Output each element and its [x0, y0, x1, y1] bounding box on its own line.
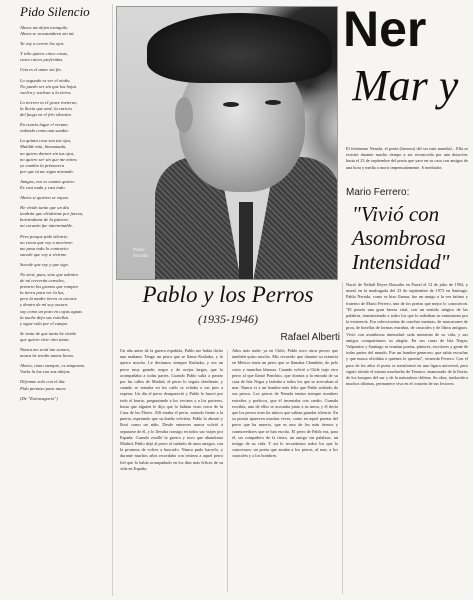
poem-line: tendrán que olvidarme por fuerza, [20, 211, 84, 217]
poem-line: me pasa todo lo contrario: [20, 245, 70, 251]
article-years: (1935-1946) [198, 312, 258, 326]
poem-line: y sigue sola por el campo. [20, 320, 69, 326]
poem-line: Yo voy a cerrar los ojos. [20, 41, 65, 47]
header-title-1: Ner [343, 2, 427, 56]
poem-line: la tierra para ver la luz, [20, 290, 65, 296]
poem-line: He vivido tanto que un día [20, 205, 69, 211]
poem-line: que quiero vivir otro tanto. [20, 336, 70, 342]
header-title-2: Mar y [352, 62, 459, 110]
poem-line: yo cambio la primavera [20, 162, 65, 168]
poem-line: No puedo ser sin que las hojas [20, 83, 77, 89]
photo-eye-right [265, 100, 281, 105]
interview-column-rule [342, 282, 343, 594]
poem-line: la noche deja sus estrellas [20, 314, 69, 320]
poem-line: Pero porque pido silencio [20, 233, 68, 239]
poem-line: Vuela la luz con sus abejas. [20, 369, 71, 375]
photo-hat [147, 13, 332, 83]
poem-line: Pido permiso para nacer. [20, 385, 67, 391]
poem-line: Y sólo quiero cinco cosas, [20, 51, 68, 57]
poem-line: Amigos, eso es cuanto quiero. [20, 178, 75, 184]
poem-line: No será, pues, sino que adentro [20, 272, 79, 277]
poem-line: Ahora, como siempre, es temprano. [20, 363, 86, 369]
interview-quote: "Vivió con Asombrosa Intensidad" [352, 202, 450, 274]
poem-line: (De "Estravagario") [20, 395, 58, 401]
poem-line: Lo tercero es el grave invierno, [20, 99, 78, 105]
poem-line: Nunca me sentí tan sonoro, [20, 347, 71, 353]
article-column-rule [227, 350, 228, 592]
poem-line: Ahora me dejen tranquilo. [20, 25, 69, 30]
interview-kicker: Mario Ferrero: [346, 187, 410, 198]
poem-line: vuelen y vuelvan a la tierra. [20, 89, 72, 95]
photo-ear [175, 97, 193, 133]
poem-line: Déjenme solo con el día. [20, 379, 66, 385]
poem-line: sucede que voy a vivirme. [20, 251, 68, 257]
poem-column [20, 4, 120, 596]
poem-line: borrándome de la pizarra: [20, 217, 70, 223]
poem-line: Ahora se acostumbren sin mí. [20, 31, 75, 37]
photo-tie [239, 202, 253, 280]
poem-body [20, 25, 120, 587]
poem-line: Sucede que soy y que sigo. [20, 261, 69, 267]
poem-line: no quiero ser sin que me mires: [20, 156, 78, 162]
poem-title: Pido Silencio [20, 4, 90, 19]
column-divider [112, 4, 113, 596]
poem-line: no quiero dormir sin tus ojos, [20, 150, 75, 156]
poem-line: En cuarto lugar el verano [20, 122, 68, 128]
neruda-photo [116, 6, 338, 280]
poem-line: Matilde mía, bienamada, [20, 144, 67, 150]
poem-line: del fuego en el frío silvestre. [20, 112, 73, 118]
interview-text: Nació de Neftalí Reyes Basoalto en Parral el 12 de julio de 1904, y murió en la madrugada del 23 de septiembre de 1973 en Santiago. Pablo Neruda, como se hizo llamar, fue un amigo a la vez íntimo y fraterno de Mario Ferrero, uno de los poetas que mejor lo conocieron. "El poseía una gran fuerza vital, con un sentido mágico de las palabras, transmitiendo a todos los que lo rodeaban su entusiasmo por la existencia. Era coleccionista de conchas marinas, de mascarones de proa, de botellas de formas extrañas, de caracoles y de libros antiguos. Vivió con asombrosa intensidad cada momento de su vida, y sus amigos compartíamos su alegría. En sus casas de Isla Negra, Valparaíso y Santiago se reunían poetas, pintores, escritores y gente de todas partes del mundo. Fue un hombre generoso, que sabía escuchar y que nunca olvidaba a quienes lo querían", recuerda Ferrero. Con el paso de los años el poeta se transformó en una figura universal, pero siguió siendo el mismo muchacho de Temuco, enamorado de la lluvia, de los bosques del sur y de la naturaleza chilena. Su obra, traducida a muchos idiomas, permanece viva en el corazón de sus lectores. [346, 282, 468, 387]
article-column-1: Un año antes de la guerra española, Pablo me había dicho una mañana: Tengo un perro que se llama Kuthaka, y lo quiero mucho. Le decíamos siempre Kuthaka, y era un perro muy grande, negro y de orejas largas, que lo acompañaba a todas partes. Cuando Pablo salía a pasear por las calles de Madrid, el perro lo seguía obediente, y cuando se sentaba en los cafés se echaba a sus pies a esperar. Un día el perro desapareció y Pablo lo buscó por todo el barrio, preguntando a los vecinos y a los porteros, hasta que alguien le dijo que lo habían visto cerca de la Casa de las Flores. Allí estaba el perro, sentado frente a la puerta, esperando que su dueño volviera. Pablo lo abrazó y lloró como un niño. Desde entonces nunca volvió a separarse de él, y lo llevaba consigo en todos sus viajes por España. Cuando estalló la guerra y tuvo que abandonar Madrid, Pablo dejó al perro al cuidado de unos amigos, con la promesa de volver a buscarlo. Nunca pudo hacerlo, y durante muchos años recordaba con tristeza a aquel perro fiel que lo había acompañado en los días más felices de su vida en España. [120, 348, 223, 471]
poem-line: pero la madre tierra es oscura: [20, 296, 78, 302]
photo-caption: Pablo Neruda. [133, 247, 150, 258]
intro-text: El fenómeno Neruda, el poeta (famoso) del ser más mundial... Ella se resistió durante mucho tiempo a ser reconocida por una dotación: hasta el 23 de septiembre del poeta que yace en su casa con amigos de una hora y media a morir impensadamente. A mediados [346, 146, 468, 170]
poem-line: Lo segundo es ver el otoño. [20, 77, 71, 83]
poem-line: Ahora si quieren se vayan. [20, 195, 69, 201]
poem-line: soy como un pozo en cuyas aguas [20, 308, 83, 314]
article-title: Pablo y los Perros [142, 282, 314, 307]
poem-line: mi corazón fue interminable. [20, 223, 74, 229]
poem-line: la lluvia que amé, la caricia [20, 105, 72, 111]
photo-eye-left [223, 102, 239, 107]
poem-line: cinco raíces preferidas. [20, 57, 64, 63]
poem-line: primero los granos que rompen [20, 284, 78, 290]
poem-line: nunca he tenido tantos besos. [20, 353, 75, 359]
article-column-2: Años más tarde, ya en Chile, Pablo tuvo otros perros que también quiso mucho. Mis recuerdo que durante su estancia en México tenía un perro que se llamaba Chambón, de pelo corto y manchas blancas. Cuando volvió a Chile trajo otro perro al que llamó Panchito, que dormía a la entrada de su casa de Isla Negra y ladraba a todos los que se acercaban al mar. Nunca vi a un hombre más feliz que Pablo rodeado de sus perros. Los perros de Neruda tenían siempre nombres extraños y poéticos, que él inventaba con cariño. Cuando escribía, uno de ellos se acostaba junto a su mesa, y él decía que los perros eran los únicos que sabían guardar silencio. En su poesía aparecen muchas veces, como en aquel poema del perro que ha muerto, que es uno de los más tiernos y conmovedores que se han escrito. El perro de Pablo era, para él, un compañero de la tierra, un amigo sin palabras, un testigo de su vida. Y así lo recordamos todos los que lo conocimos: un poeta que amaba a los perros, al mar, a los caracoles y a los hombres. [232, 348, 338, 459]
poem-line: La quinta cosa son tus ojos, [20, 138, 72, 144]
poem-line: Se trata de que tanto he vivido [20, 330, 77, 336]
poem-line: de mí crecerán cereales, [20, 278, 65, 284]
poem-line: redondo como una sandía. [20, 128, 69, 134]
article-author: Rafael Alberti [280, 332, 340, 343]
poem-line: no crean que voy a morirme: [20, 239, 74, 245]
poem-line: Una es el amor sin fin. [20, 67, 62, 73]
poem-line: y dentro de mí soy oscuro: [20, 302, 69, 308]
poem-line: por que tú me sigas mirando. [20, 168, 74, 174]
poem-line: Es casi nada y casi todo. [20, 184, 66, 190]
